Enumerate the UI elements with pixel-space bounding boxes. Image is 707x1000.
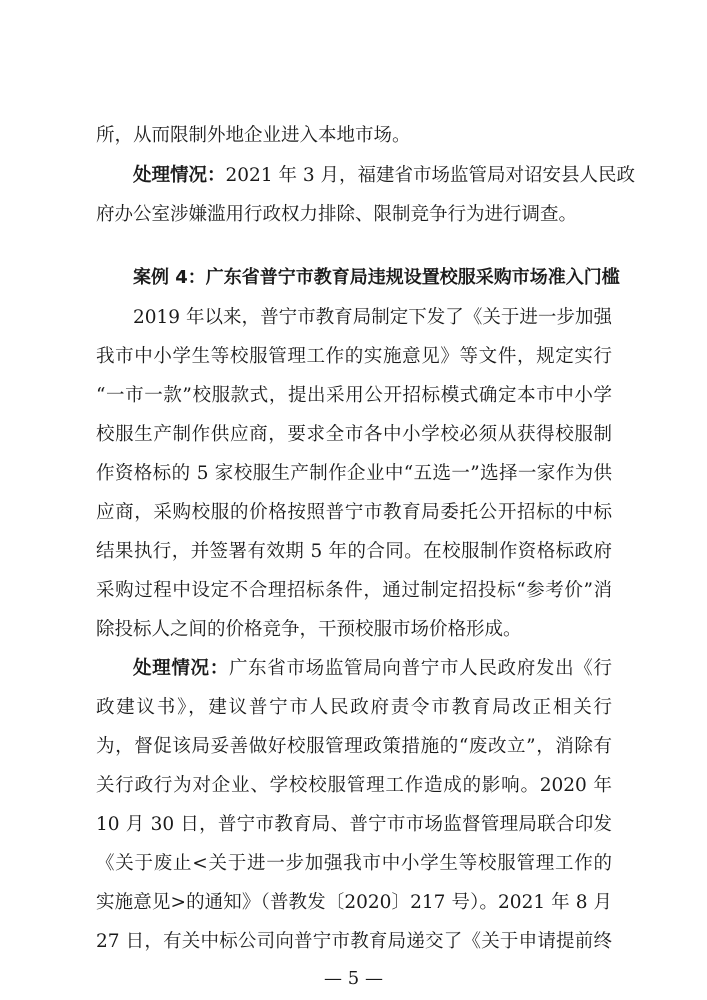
page-number: — 5 — xyxy=(324,968,383,989)
paragraph-line: 结果执行，并签署有效期 5 年的合同。在校服制作资格标政府 xyxy=(96,541,612,562)
paragraph-line: 府办公室涉嫌滥用行政权力排除、限制竞争行为进行调查。 xyxy=(96,204,578,225)
paragraph-line: 应商，采购校服的价格按照普宁市教育局委托公开招标的中标 xyxy=(96,502,612,523)
paragraph-line: 10 月 30 日，普宁市教育局、普宁市市场监督管理局联合印发 xyxy=(96,814,612,835)
paragraph-line: 为，督促该局妥善做好校服管理政策措施的“废改立”，消除有 xyxy=(96,736,612,757)
paragraph-line: 所，从而限制外地企业进入本地市场。 xyxy=(96,125,411,146)
paragraph-line: 关行政行为对企业、学校校服管理工作造成的影响。2020 年 xyxy=(96,775,612,796)
paragraph-line: 校服生产制作供应商，要求全市各中小学校必须从获得校服制 xyxy=(96,424,612,445)
paragraph-line: 我市中小学生等校服管理工作的实施意见》等文件，规定实行 xyxy=(96,346,612,367)
paragraph-line: 27 日，有关中标公司向普宁市教育局递交了《关于申请提前终 xyxy=(96,931,612,952)
case-heading: 案例 4：广东省普宁市教育局违规设置校服采购市场准入门槛 xyxy=(133,267,620,288)
processing-label: 处理情况： xyxy=(133,165,226,186)
paragraph-line xyxy=(133,658,612,680)
paragraph-line: “一市一款”校服款式，提出采用公开招标模式确定本市中小学 xyxy=(96,385,612,406)
paragraph-line: 作资格标的 5 家校服生产制作企业中“五选一”选择一家作为供 xyxy=(96,463,612,484)
paragraph-line: 采购过程中设定不合理招标条件，通过制定招投标“参考价”消 xyxy=(96,580,612,601)
paragraph-text: 广东省市场监管局向普宁市人民政府发出《行 xyxy=(228,658,612,679)
paragraph-line: 政建议书》，建议普宁市人民政府责令市教育局改正相关行 xyxy=(96,697,612,718)
paragraph-line xyxy=(133,165,636,187)
paragraph-text: 2021 年 3 月，福建省市场监管局对诏安县人民政 xyxy=(225,165,636,186)
paragraph-line: 实施意见>的通知》（普教发〔2020〕217 号）。2021 年 8 月 xyxy=(96,892,612,913)
paragraph-line: 《关于废止<关于进一步加强我市中小学生等校服管理工作的 xyxy=(96,853,612,874)
processing-label: 处理情况： xyxy=(133,658,229,679)
paragraph-line: 2019 年以来，普宁市教育局制定下发了《关于进一步加强 xyxy=(133,307,612,328)
paragraph-line: 除投标人之间的价格竞争，干预校服市场价格形成。 xyxy=(96,619,522,640)
